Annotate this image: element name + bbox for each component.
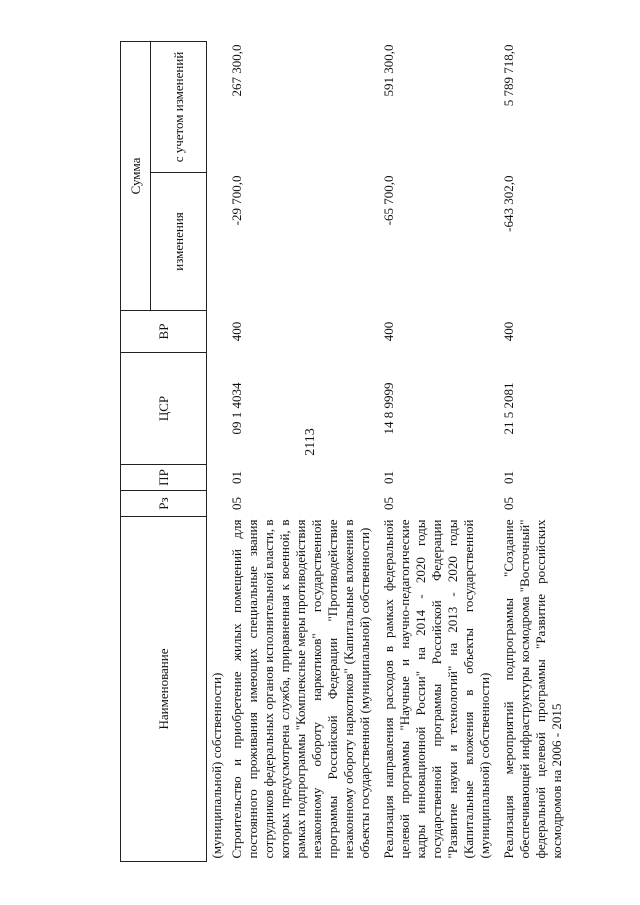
row-vr: 400 xyxy=(501,321,516,342)
header-vr: ВР xyxy=(121,311,207,353)
row-total: 267 300,0 xyxy=(229,44,244,97)
row-total: 591 300,0 xyxy=(381,44,396,97)
continuation-text: (муниципальной) собственности) xyxy=(209,672,224,859)
table-row xyxy=(379,42,499,862)
row-name: Строительство и приобретение жилых помещений для постоянного проживания имеющих специальные звания сотрудников федеральных органов исполнительной власти, в которых предусмотрена служба, приравненная к военной, в рамках подпрограммы "Комплексные меры противодействия незаконному обороту наркотиков" государственной программы Российской Федерации "Противодействие незаконному обороту наркотиков" (Капитальные вложения в объекты государственной (муниципальной) собственности) xyxy=(229,519,372,859)
row-csr: 09 1 4034 xyxy=(229,382,244,435)
header-rz: Рз xyxy=(121,491,207,517)
header-total: с учетом изменений xyxy=(151,42,207,173)
row-csr: 14 8 9999 xyxy=(381,382,396,435)
row-rz: 05 xyxy=(501,497,516,510)
table-row-continuation xyxy=(207,42,228,862)
row-vr: 400 xyxy=(229,321,244,342)
row-rz: 05 xyxy=(229,497,244,510)
header-csr: ЦСР xyxy=(121,353,207,465)
row-total: 5 789 718,0 xyxy=(501,44,516,107)
row-csr: 21 5 2081 xyxy=(501,382,516,435)
row-rz: 05 xyxy=(381,497,396,510)
table-row xyxy=(499,42,571,862)
table-row xyxy=(227,42,379,862)
header-sum: Сумма xyxy=(121,42,151,311)
budget-table-sheet xyxy=(120,42,580,862)
row-pr: 01 xyxy=(381,471,396,484)
header-change: изменения xyxy=(151,173,207,311)
budget-table xyxy=(120,41,571,862)
header-pr: ПР xyxy=(121,465,207,491)
page-number-text: 2113 xyxy=(303,428,318,456)
row-name: Реализация мероприятий подпрограммы "Создание обеспечивающей инфраструктуры космодрома "Восточный" федеральной целевой программы "Развитие российских космодромов на 2006 - 2015 xyxy=(501,519,564,859)
row-change: -29 700,0 xyxy=(229,175,244,226)
row-name: Реализация направления расходов в рамках федеральной целевой программы "Научные и научно-педагогические кадры инновационной России" на 2014 - 2020 годы государственной программы Российской Федерации "Развитие науки и технологий" на 2013 - 2020 годы (Капитальные вложения в объекты государственной (муниципальной) собственности) xyxy=(381,519,492,859)
row-pr: 01 xyxy=(229,471,244,484)
row-pr: 01 xyxy=(501,471,516,484)
row-vr: 400 xyxy=(381,321,396,342)
row-change: -65 700,0 xyxy=(381,175,396,226)
row-change: -643 302,0 xyxy=(501,175,516,232)
header-name: Наименование xyxy=(121,517,207,862)
